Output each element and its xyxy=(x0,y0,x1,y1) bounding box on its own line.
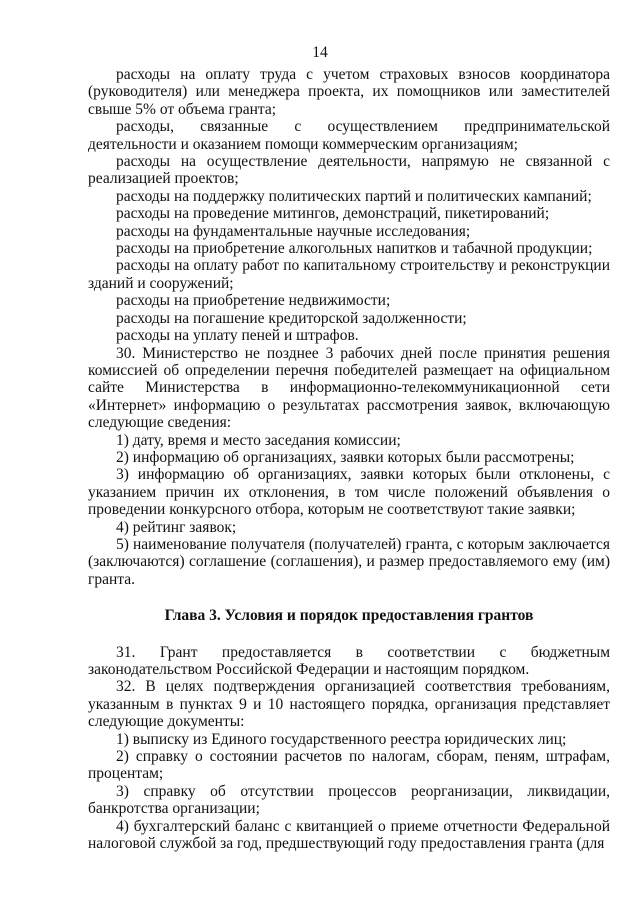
paragraph: расходы на уплату пеней и штрафов. xyxy=(116,327,359,345)
paragraph: расходы, связанные с осуществлением предпринимательской деятельности и оказанием помощи коммерческим организациям; xyxy=(88,118,610,153)
paragraph: расходы на оплату труда с учетом страховых взносов координатора (руководителя) или менеджера проекта, их помощников или заместителей свыше 5% от объема гранта; xyxy=(88,66,610,118)
paragraph: расходы на поддержку политических партий и политических кампаний; xyxy=(116,187,592,205)
chapter-heading: Глава 3. Условия и порядок предоставления грантов xyxy=(164,607,534,625)
list-item: 1) выписку из Единого государственного реестра юридических лиц; xyxy=(116,730,567,748)
paragraph: расходы на оплату работ по капитальному строительству и реконструкции зданий и сооружений; xyxy=(88,257,610,292)
paragraph: расходы на приобретение недвижимости; xyxy=(116,292,391,310)
list-item: 4) бухгалтерский баланс с квитанцией о приеме отчетности Федеральной налоговой службой за год, предшествующий году предоставления гранта (для xyxy=(88,817,610,853)
document-body xyxy=(88,66,610,852)
list-item: 4) рейтинг заявок; xyxy=(116,518,237,536)
list-item: 3) информацию об организациях, заявки которых были отклонены, с указанием причин их отклонения, в том числе положений объявления о проведении конкурсного отбора, которым не соответствуют такие заявки; xyxy=(88,466,610,519)
paragraph-item-31: 31. Грант предоставляется в соответствии с бюджетным законодательством Российской Федерации и настоящим порядком. xyxy=(88,643,610,678)
list-item: 2) информацию об организациях, заявки которых были рассмотрены; xyxy=(116,448,575,466)
list-item: 3) справку об отсутствии процессов реорганизации, ликвидации, банкротства организации; xyxy=(88,782,610,818)
paragraph: расходы на погашение кредиторской задолженности; xyxy=(116,309,467,327)
paragraph-item-32: 32. В целях подтверждения организацией соответствия требованиям, указанным в пунктах 9 и 10 настоящего порядка, организация представляет следующие документы: xyxy=(88,678,610,731)
paragraph-item-30: 30. Министерство не позднее 3 рабочих дней после принятия решения комиссией об определении перечня победителей размещает на официальном сайте Министерства в информационно-телекоммуникационной сети «Интернет» информацию о результатах рассмотрения заявок, включающую следующие сведения: xyxy=(88,344,610,432)
paragraph: расходы на осуществление деятельности, напрямую не связанной с реализацией проектов; xyxy=(88,153,610,188)
list-item: 1) дату, время и место заседания комиссии; xyxy=(116,431,401,449)
paragraph: расходы на приобретение алкогольных напитков и табачной продукции; xyxy=(116,240,593,258)
page-number: 14 xyxy=(312,44,328,61)
paragraph: расходы на проведение митингов, демонстраций, пикетирований; xyxy=(116,205,550,223)
paragraph: расходы на фундаментальные научные исследования; xyxy=(116,222,471,240)
list-item: 5) наименование получателя (получателей) гранта, с которым заключается (заключаются) соглашение (соглашения), и размер предоставляемого ему (им) гранта. xyxy=(88,535,610,588)
list-item: 2) справку о состоянии расчетов по налогам, сборам, пеням, штрафам, процентам; xyxy=(88,748,610,783)
